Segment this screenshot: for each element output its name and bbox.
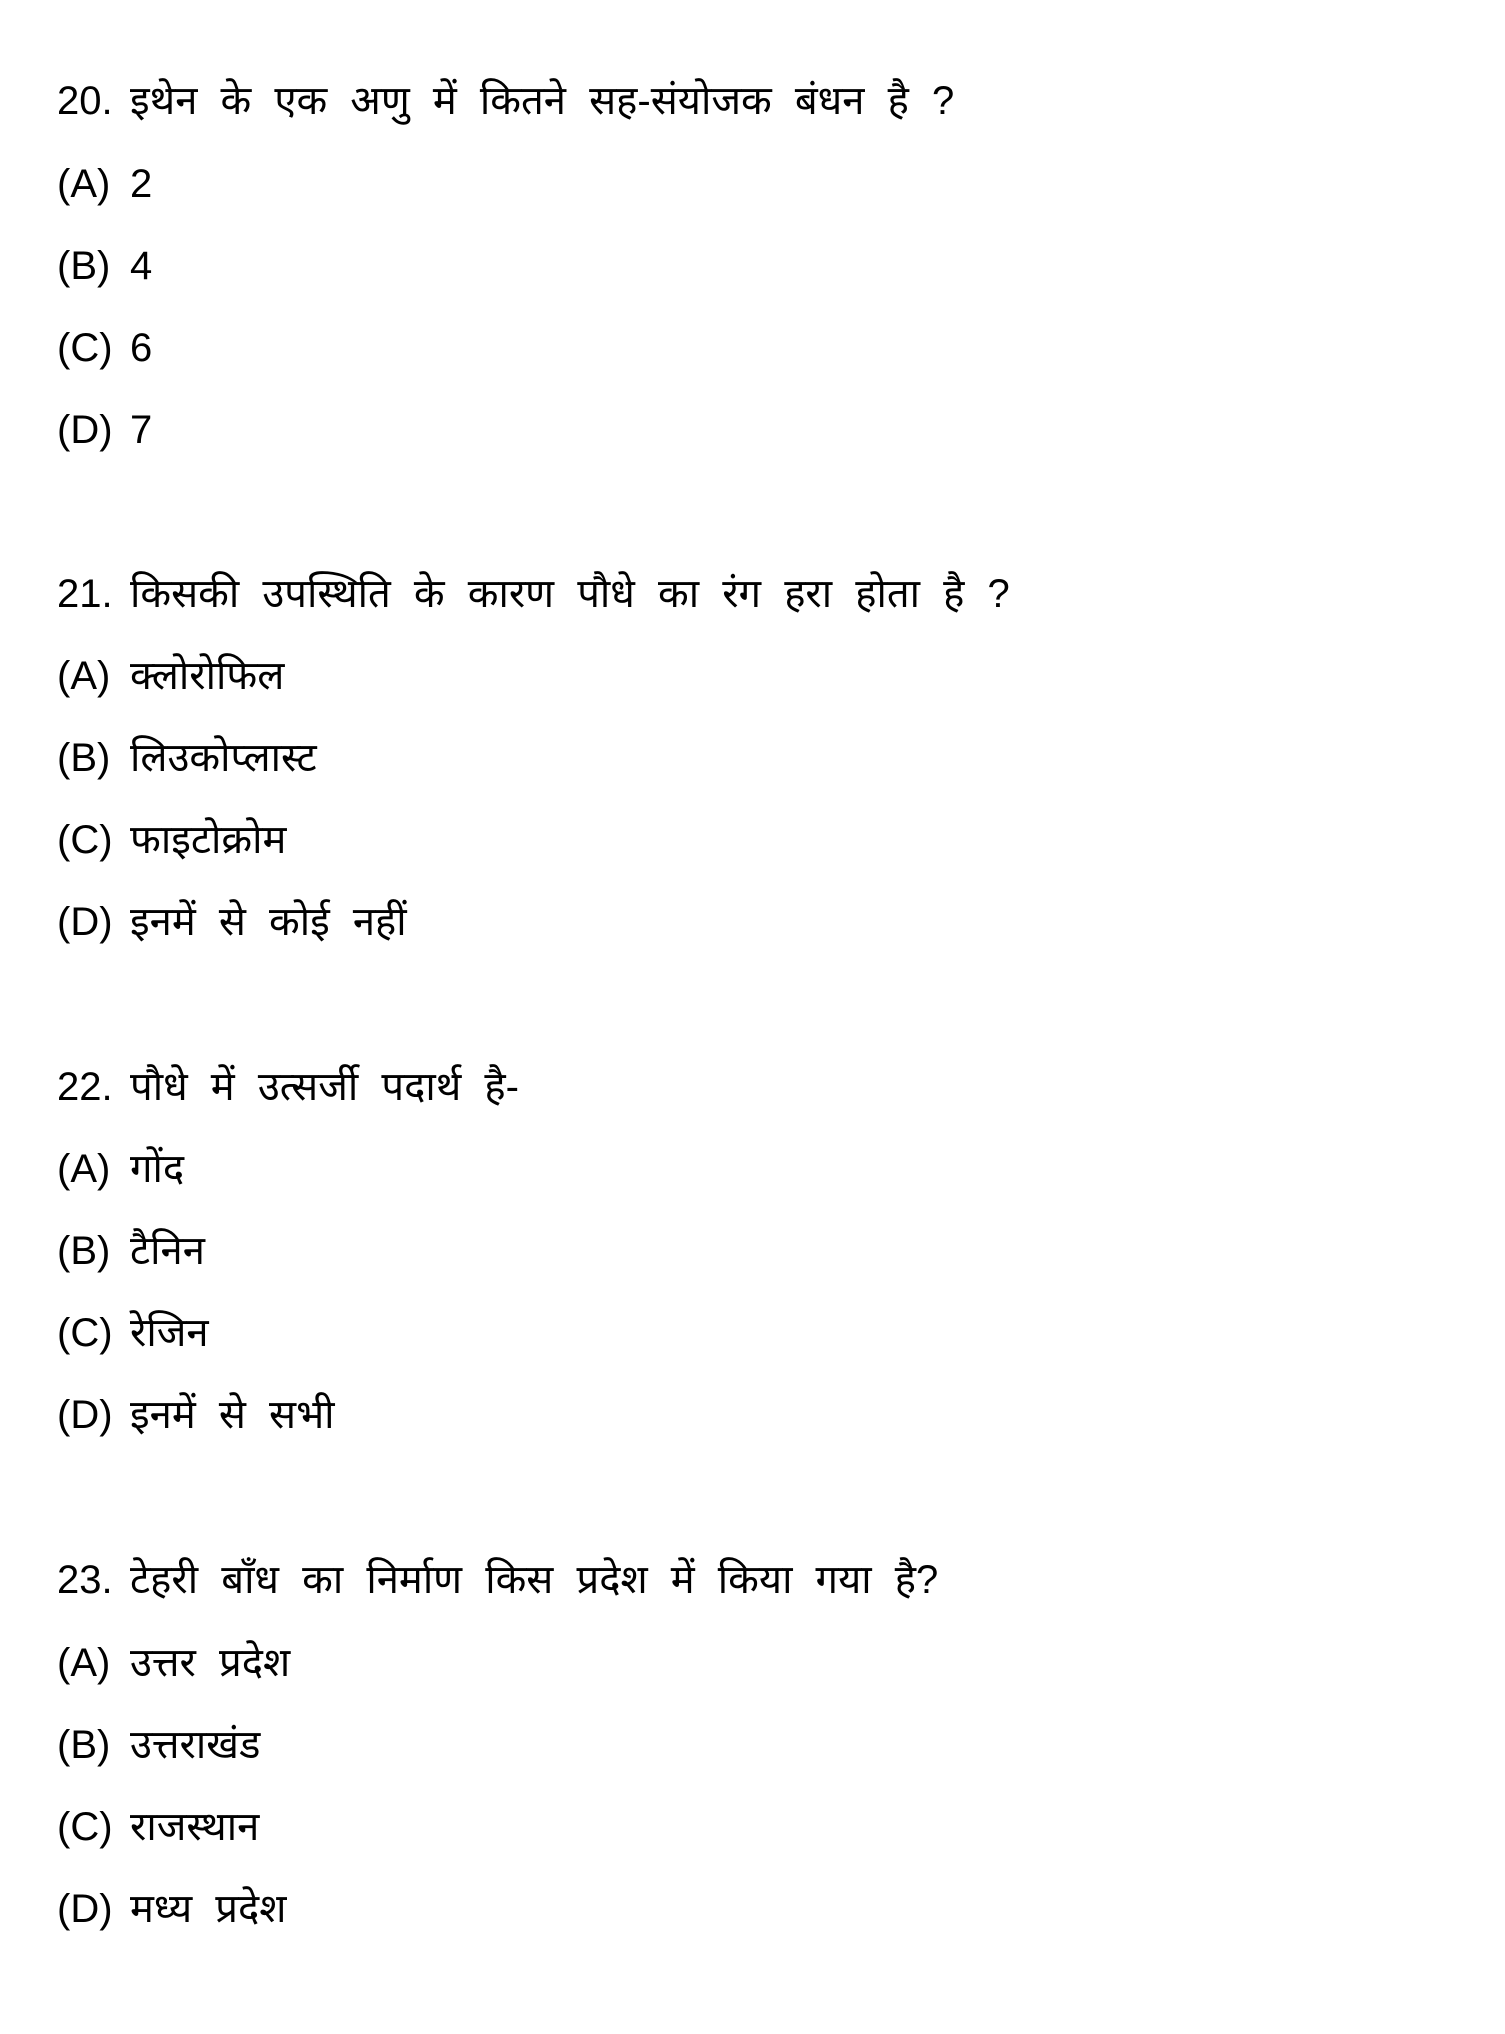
option-22-d[interactable]	[57, 1390, 335, 1440]
option-20-d[interactable]	[57, 405, 152, 455]
question-22	[57, 1062, 519, 1112]
question-text: टेहरी बाँध का निर्माण किस प्रदेश में किया गया है?	[130, 1558, 939, 1602]
option-label: (D)	[57, 900, 113, 944]
option-text: इनमें से कोई नहीं	[130, 900, 407, 944]
option-23-b[interactable]	[57, 1720, 260, 1770]
question-text: इथेन के एक अणु में कितने सह-संयोजक बंधन है ?	[130, 79, 955, 123]
question-21	[57, 569, 1010, 619]
option-label: (B)	[57, 1723, 111, 1767]
option-text: क्लोरोफिल	[130, 654, 285, 698]
option-22-a[interactable]	[57, 1144, 184, 1194]
question-text: किसकी उपस्थिति के कारण पौधे का रंग हरा होता है ?	[130, 572, 1010, 616]
option-text: मध्य प्रदेश	[130, 1887, 287, 1931]
option-text: गोंद	[130, 1147, 185, 1191]
option-label: (C)	[57, 1311, 113, 1355]
option-20-a[interactable]	[57, 159, 152, 209]
option-text: उत्तर प्रदेश	[130, 1641, 291, 1685]
option-text: लिउकोप्लास्ट	[130, 736, 317, 780]
option-label: (A)	[57, 1641, 111, 1685]
option-text: 6	[130, 326, 153, 370]
option-text: 2	[130, 162, 153, 206]
option-text: राजस्थान	[130, 1805, 260, 1849]
option-21-a[interactable]	[57, 651, 284, 701]
option-20-c[interactable]	[57, 323, 152, 373]
option-20-b[interactable]	[57, 241, 152, 291]
question-number: 23.	[57, 1558, 113, 1602]
question-number: 22.	[57, 1065, 113, 1109]
option-23-d[interactable]	[57, 1884, 286, 1934]
option-21-c[interactable]	[57, 815, 286, 865]
option-label: (A)	[57, 1147, 111, 1191]
option-23-c[interactable]	[57, 1802, 259, 1852]
question-number: 21.	[57, 572, 113, 616]
option-text: इनमें से सभी	[130, 1393, 335, 1437]
option-text: 4	[130, 244, 153, 288]
option-text: रेजिन	[130, 1311, 209, 1355]
question-text: पौधे में उत्सर्जी पदार्थ है-	[130, 1065, 519, 1109]
option-21-d[interactable]	[57, 897, 407, 947]
option-label: (B)	[57, 736, 111, 780]
question-23	[57, 1555, 938, 1605]
option-label: (D)	[57, 1887, 113, 1931]
option-label: (C)	[57, 326, 113, 370]
question-20	[57, 76, 954, 126]
option-label: (A)	[57, 654, 111, 698]
option-label: (D)	[57, 1393, 113, 1437]
option-22-b[interactable]	[57, 1226, 205, 1276]
question-number: 20.	[57, 79, 113, 123]
option-22-c[interactable]	[57, 1308, 209, 1358]
option-label: (D)	[57, 408, 113, 452]
option-text: उत्तराखंड	[130, 1723, 261, 1767]
option-label: (C)	[57, 1805, 113, 1849]
option-text: फाइटोक्रोम	[130, 818, 287, 862]
option-text: टैनिन	[130, 1229, 205, 1273]
option-label: (A)	[57, 162, 111, 206]
option-21-b[interactable]	[57, 733, 317, 783]
option-23-a[interactable]	[57, 1638, 290, 1688]
option-label: (B)	[57, 244, 111, 288]
option-label: (C)	[57, 818, 113, 862]
option-text: 7	[130, 408, 153, 452]
option-label: (B)	[57, 1229, 111, 1273]
